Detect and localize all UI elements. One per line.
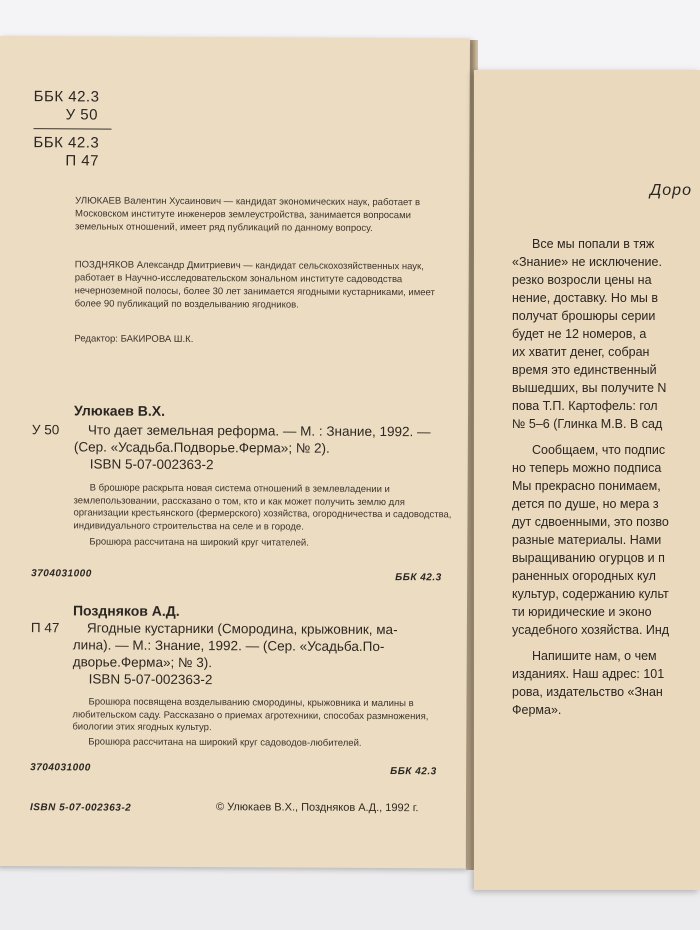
right-page-line: время это единственный — [512, 363, 657, 377]
entry-1-line-2: (Сер. «Усадьба.Подворье.Ферма»; № 2). — [73, 439, 330, 456]
right-page-line: Сообщаем, что подпис — [532, 443, 666, 457]
right-page-line: «Знание» не исключение. — [512, 255, 662, 269]
entry-2-line-3: дворье.Ферма»; № 3). — [72, 654, 213, 671]
entry-1-author: Улюкаев В.Х. — [73, 402, 166, 419]
right-page-line: № 5–6 (Глинка М.В. В сад — [512, 417, 663, 431]
author-index-1: У 50 — [65, 106, 99, 124]
author-bio-1: УЛЮКАЕВ Валентин Хусаинович — кандидат экономических наук, работает в Московском институте инженеров землеустройства, занимается вопросами земельных отношений, имеет ряд публикаций по данному вопросу. — [74, 195, 421, 234]
entry-1-abstract: В брошюре раскрыта новая система отношений в землевладении и землепользовании, рассказано о том, кто и как может получить землю для организации крестьянского (фермерского) хозяйства, огородничества и садоводства, индивидуального строительства на селе и в городе. — [73, 482, 452, 533]
entry-1-bbk: ББК 42.3 — [395, 572, 442, 584]
entry-2-author: Поздняков А.Д. — [72, 602, 180, 619]
right-page-line: их хватит денег, собран — [512, 345, 650, 359]
right-page-line: Напишите нам, о чем — [532, 649, 657, 663]
bbk-code-2: ББК 42.3 — [33, 134, 100, 152]
copyright-notice: © Улюкаев В.Х., Поздняков А.Д., 1992 г. — [215, 801, 419, 815]
entry-2-abstract: Брошюра посвящена возделыванию смородины, крыжовника и малины в любительском саду. Рассказано о приемах агротехники, способах размножения, биологии этих ягодных культур. — [72, 696, 429, 734]
author-bio-2: ПОЗДНЯКОВ Александр Дмитриевич — кандидат сельскохозяйственных наук, работает в Научно-исследовательском зональном институте садоводства нечерноземной полосы, более 30 лет занимается ягодными кустарниками, имеет более 90 публикаций по возделыванию ягодников. — [74, 259, 435, 311]
entry-2-code: 3704031000 — [30, 762, 91, 774]
right-page-line: дут сдвоенными, это позво — [512, 515, 669, 529]
right-page-line: разные материалы. Нами — [512, 533, 662, 547]
entry-1-code: 3704031000 — [31, 568, 92, 580]
right-page-title: Доро — [650, 182, 692, 199]
right-page-line: получат брошюры серии — [512, 309, 656, 323]
bbk-code-1: ББК 42.3 — [33, 88, 100, 106]
entry-2-audience: Брошюра рассчитана на широкий круг садоводов-любителей. — [88, 736, 362, 749]
entry-1-isbn: ISBN 5-07-002363-2 — [89, 456, 214, 473]
right-page-line: но теперь можно подписа — [512, 461, 662, 475]
left-page — [0, 36, 470, 868]
right-page-line: рова, издательство «Знан — [512, 685, 663, 699]
footer-isbn: ISBN 5-07-002363-2 — [29, 802, 132, 814]
entry-2-isbn: ISBN 5-07-002363-2 — [88, 671, 213, 688]
entry-2-index: П 47 — [30, 620, 60, 636]
right-page-line: пова Т.П. Картофель: гол — [512, 399, 658, 413]
editor-credit: Редактор: БАКИРОВА Ш.К. — [74, 333, 194, 346]
divider — [34, 128, 112, 129]
right-page-line: нение, доставку. Но мы в — [512, 291, 659, 305]
right-page-line: раненных огородных кул — [512, 569, 656, 583]
right-page-line: дется по душе, но мера з — [512, 497, 659, 511]
right-page-line: вышедших, вы получите N — [512, 381, 667, 395]
right-page-line: Все мы попали в тяж — [532, 237, 655, 251]
entry-2-bbk: ББК 42.3 — [390, 766, 437, 778]
right-page — [474, 70, 700, 890]
right-page-line: изданиях. Наш адрес: 101 — [512, 667, 665, 681]
entry-1-audience: Брошюра рассчитана на широкий круг читателей. — [89, 536, 309, 549]
right-page-line: выращиванию огурцов и п — [512, 551, 665, 565]
right-page-line: ти юридические и эконо — [512, 605, 652, 619]
right-page-line: Ферма». — [512, 703, 562, 717]
right-page-line: будет не 12 номеров, а — [512, 327, 647, 341]
right-page-line: культур, содержанию культ — [512, 587, 669, 601]
entry-2-line-2: лина). — М.: Знание, 1992. — (Сер. «Усадьба.По- — [72, 637, 385, 655]
entry-2-line-1: Ягодные кустарники (Смородина, крыжовник, ма- — [86, 620, 398, 638]
right-page-line: Мы прекрасно понимаем, — [512, 479, 661, 493]
entry-1-line-1: Что дает земельная реформа. — М. : Знание, 1992. — — [87, 422, 431, 440]
right-page-line: резко возросли цены на — [512, 273, 652, 287]
author-index-2: П 47 — [65, 152, 100, 170]
entry-1-index: У 50 — [31, 422, 60, 438]
right-page-line: усадебного хозяйства. Инд — [512, 623, 670, 637]
